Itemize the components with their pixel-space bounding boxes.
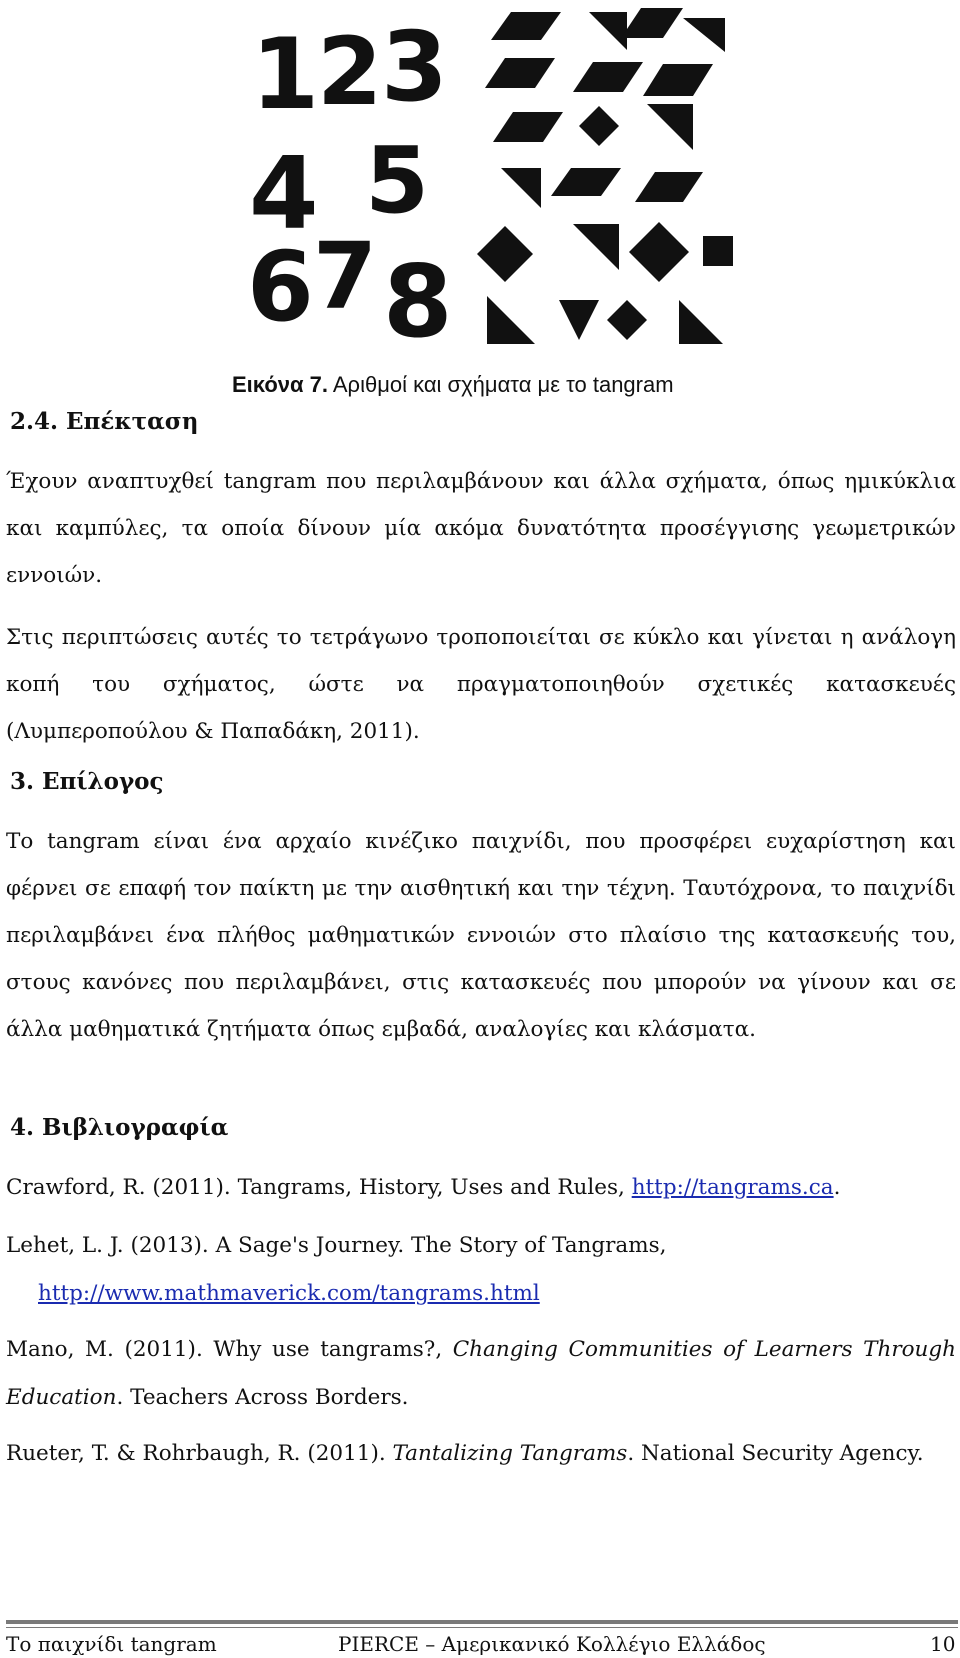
digit-5: 5: [365, 127, 430, 234]
reference-item: [6, 1430, 956, 1478]
reference-text: Crawford, R. (2011). Tangrams, History, Uses and Rules,: [6, 1175, 632, 1200]
digit-1: 1: [251, 18, 320, 132]
reference-item: [6, 1326, 956, 1422]
footer-title: Το παιχνίδι tangram: [6, 1632, 217, 1656]
reference-text: . Teachers Across Borders.: [116, 1385, 409, 1410]
footer-rule-thin: [6, 1627, 958, 1628]
reference-text: Mano, M. (2011). Why use tangrams?,: [6, 1337, 453, 1362]
section-heading-2-4: 2.4. Επέκταση: [10, 408, 199, 435]
digit-4: 4: [249, 135, 319, 252]
figure-caption: [232, 372, 674, 398]
reference-text: Lehet, L. J. (2013). A Sage's Journey. The Story of Tangrams,: [6, 1233, 667, 1258]
reference-link[interactable]: http://www.mathmaverick.com/tangrams.html: [38, 1281, 540, 1306]
reference-text: .: [833, 1175, 841, 1200]
reference-item: [6, 1222, 956, 1318]
section-heading-4: 4. Βιβλιογραφία: [10, 1114, 229, 1141]
reference-text: Rueter, T. & Rohrbaugh, R. (2011).: [6, 1441, 393, 1466]
paragraph-epilogue: Το tangram είναι ένα αρχαίο κινέζικο παιχνίδι, που προσφέρει ευχαρίστηση και φέρνει σε επαφή τον παίκτη με την αισθητική και την τέχνη. Ταυτόχρονα, το παιχνίδι περιλαμβάνει ένα πλήθος μαθηματικών εννοιών στο πλαίσιο της κατασκευής του, στους κανόνες που περιλαμβάνει, στις κατασκευές που μπορούν να γίνουν και σε άλλα μαθηματικά ζητήματα όπως εμβαδά, αναλογίες και κλάσματα.: [6, 829, 956, 1042]
digit-6: 6: [247, 231, 314, 343]
reference-link[interactable]: http://tangrams.ca: [631, 1175, 834, 1200]
figure-caption-label: Εικόνα 7.: [232, 372, 328, 397]
paragraph-extension-2: Στις περιπτώσεις αυτές το τετράγωνο τροποποιείται σε κύκλο και γίνεται η ανάλογη κοπή του σχήματος, ώστε να πραγματοποιηθούν σχετικές κατασκευές (Λυμπεροπούλου & Παπαδάκη, 2011).: [6, 625, 956, 744]
paragraph-extension-1: Έχουν αναπτυχθεί tangram που περιλαμβάνουν και άλλα σχήματα, όπως ημικύκλια και καμπύλες, τα οποία δίνουν μία ακόμα δυνατότητα προσέγγισης γεωμετρικών εννοιών.: [6, 469, 956, 588]
tangram-shapes: [477, 8, 733, 344]
digit-3: 3: [381, 11, 448, 123]
digit-7: 7: [313, 223, 378, 330]
reference-item: [6, 1164, 956, 1212]
tangram-figure: [243, 0, 743, 360]
reference-text: . National Security Agency.: [627, 1441, 924, 1466]
reference-title: Changing Communities of Learners Through Education: [6, 1337, 957, 1410]
figure-caption-text: Αριθμοί και σχήματα με το tangram: [327, 372, 674, 397]
footer-institution: PIERCE – Αμερικανικό Κολλέγιο Ελλάδος: [338, 1632, 766, 1656]
section-heading-3: 3. Επίλογος: [10, 768, 164, 795]
tangram-illustration: [243, 0, 743, 360]
reference-title: Tantalizing Tangrams: [392, 1441, 628, 1466]
digit-2: 2: [317, 18, 383, 127]
page-number: 10: [930, 1632, 956, 1656]
footer-rule: [6, 1620, 958, 1624]
digit-8: 8: [383, 243, 453, 360]
